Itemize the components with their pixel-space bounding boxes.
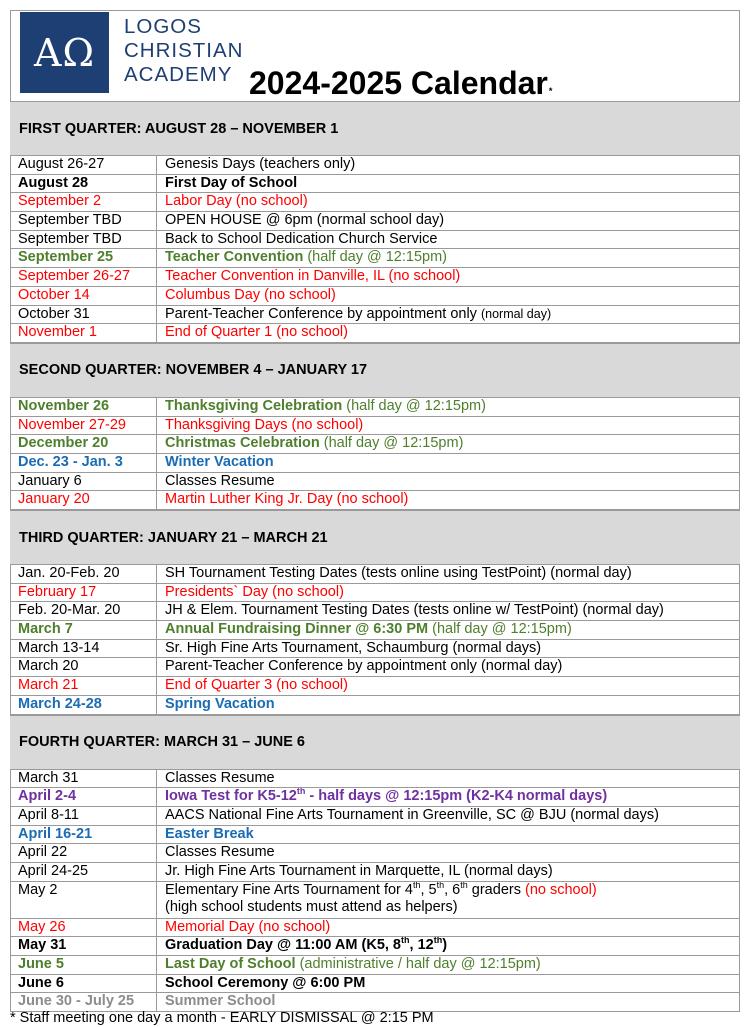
- table-row: May 2 Elementary Fine Arts Tournament for 4th, 5th, 6th graders (no school) (high school students must attend as helpers): [10, 882, 740, 919]
- table-row: April 22 Classes Resume: [10, 844, 740, 863]
- footnote: * Staff meeting one day a month - EARLY DISMISSAL @ 2:15 PM: [10, 1010, 434, 1026]
- table-row: October 31 Parent-Teacher Conference by appointment only (normal day): [10, 306, 740, 325]
- table-row: September 25 Teacher Convention (half day @ 12:15pm): [10, 249, 740, 268]
- table-row: April 16-21 Easter Break: [10, 826, 740, 845]
- quarter-header: FIRST QUARTER: AUGUST 28 – NOVEMBER 1: [10, 101, 740, 156]
- table-row: February 17 Presidents` Day (no school): [10, 584, 740, 603]
- table-row: March 20 Parent-Teacher Conference by appointment only (normal day): [10, 658, 740, 677]
- table-row: October 14 Columbus Day (no school): [10, 287, 740, 306]
- table-row: September TBD Back to School Dedication Church Service: [10, 231, 740, 250]
- table-row: September 26-27 Teacher Convention in Danville, IL (no school): [10, 268, 740, 287]
- quarter-header: FOURTH QUARTER: MARCH 31 – JUNE 6: [10, 715, 740, 770]
- quarter-header: THIRD QUARTER: JANUARY 21 – MARCH 21: [10, 510, 740, 565]
- table-row: March 7 Annual Fundraising Dinner @ 6:30 PM (half day @ 12:15pm): [10, 621, 740, 640]
- table-row: June 30 - July 25 Summer School: [10, 993, 740, 1012]
- table-row: January 20 Martin Luther King Jr. Day (no school): [10, 491, 740, 510]
- table-row: November 1 End of Quarter 1 (no school): [10, 324, 740, 343]
- quarter-header: SECOND QUARTER: NOVEMBER 4 – JANUARY 17: [10, 343, 740, 398]
- table-row: December 20 Christmas Celebration (half day @ 12:15pm): [10, 435, 740, 454]
- table-row: Feb. 20-Mar. 20 JH & Elem. Tournament Testing Dates (tests online w/ TestPoint) (normal day): [10, 602, 740, 621]
- table-row: June 6 School Ceremony @ 6:00 PM: [10, 975, 740, 994]
- table-row: May 26 Memorial Day (no school): [10, 919, 740, 938]
- table-row: April 2-4 Iowa Test for K5-12th - half days @ 12:15pm (K2-K4 normal days): [10, 788, 740, 807]
- table-row: March 31 Classes Resume: [10, 770, 740, 789]
- table-row: January 6 Classes Resume: [10, 473, 740, 492]
- table-row: Dec. 23 - Jan. 3 Winter Vacation: [10, 454, 740, 473]
- table-row: August 28 First Day of School: [10, 175, 740, 194]
- table-row: November 27-29 Thanksgiving Days (no school): [10, 417, 740, 436]
- table-row: September TBD OPEN HOUSE @ 6pm (normal school day): [10, 212, 740, 231]
- logo-alpha-omega-icon: AΩ: [20, 12, 109, 93]
- table-row: November 26 Thanksgiving Celebration (half day @ 12:15pm): [10, 398, 740, 417]
- table-row: August 26-27 Genesis Days (teachers only): [10, 156, 740, 175]
- school-name: LOGOS CHRISTIAN ACADEMY: [124, 15, 244, 86]
- table-row: April 8-11 AACS National Fine Arts Tournament in Greenville, SC @ BJU (normal days): [10, 807, 740, 826]
- table-row: May 31 Graduation Day @ 11:00 AM (K5, 8th, 12th): [10, 937, 740, 956]
- table-row: April 24-25 Jr. High Fine Arts Tournament in Marquette, IL (normal days): [10, 863, 740, 882]
- table-row: September 2 Labor Day (no school): [10, 193, 740, 212]
- calendar-table: [10, 101, 740, 1012]
- table-row: March 13-14 Sr. High Fine Arts Tournament, Schaumburg (normal days): [10, 640, 740, 659]
- table-row: Jan. 20-Feb. 20 SH Tournament Testing Dates (tests online using TestPoint) (normal day): [10, 565, 740, 584]
- table-row: March 24-28 Spring Vacation: [10, 696, 740, 715]
- table-row: March 21 End of Quarter 3 (no school): [10, 677, 740, 696]
- page-title: 2024-2025 Calendar*: [249, 65, 553, 101]
- table-row: June 5 Last Day of School (administrative / half day @ 12:15pm): [10, 956, 740, 975]
